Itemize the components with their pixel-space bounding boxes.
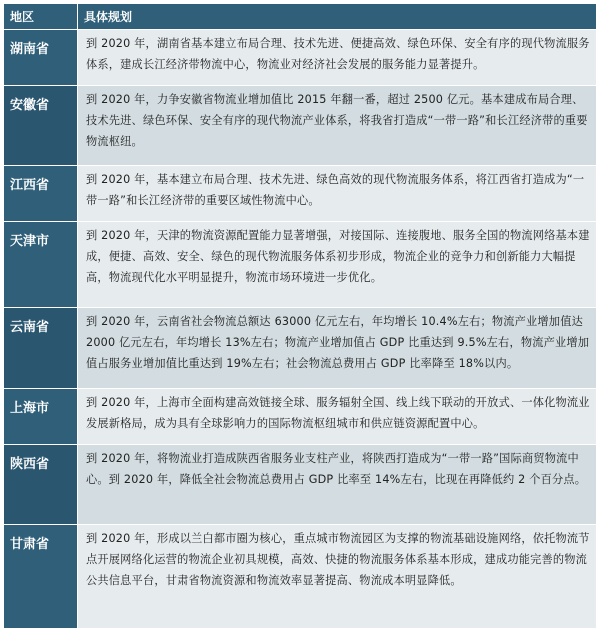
plan-cell: 到 2020 年，湖南省基本建立布局合理、技术先进、便捷高效、绿色环保、安全有序的现代物流服务体系，建成长江经济带物流中心，物流业对经济社会发展的服务能力显著提升。	[78, 30, 597, 86]
header-region: 地区	[4, 4, 78, 30]
table-row	[4, 524, 597, 628]
region-cell: 上海市	[4, 388, 78, 444]
logistics-plan-table	[3, 3, 597, 629]
plan-cell: 到 2020 年，将物流业打造成陕西省服务业支柱产业，将陕西打造成为“一带一路”国际商贸物流中心。到 2020 年，降低全社会物流总费用占 GDP 比率至 14%左右，比现在再降低约 2 个百分点。	[78, 445, 597, 524]
region-cell: 云南省	[4, 307, 78, 388]
table-row	[4, 30, 597, 86]
table-row	[4, 307, 597, 388]
plan-cell: 到 2020 年，天津的物流资源配置能力显著增强，对接国际、连接腹地、服务全国的物流网络基本建成，便捷、高效、安全、绿色的现代物流服务体系初步形成，物流企业的竞争力和创新能力大幅提高，物流现代化水平明显提升，物流市场环境进一步优化。	[78, 222, 597, 308]
region-cell: 江西省	[4, 165, 78, 221]
table-row	[4, 165, 597, 221]
header-plan: 具体规划	[78, 4, 597, 30]
plan-cell: 到 2020 年，力争安徽省物流业增加值比 2015 年翻一番，超过 2500 亿元。基本建成布局合理、技术先进、绿色环保、安全有序的现代物流产业体系，将我省打造成“一带一路”和长江经济带的重要物流枢纽。	[78, 86, 597, 165]
region-cell: 陕西省	[4, 445, 78, 524]
table-row	[4, 388, 597, 444]
table-row	[4, 222, 597, 308]
region-cell: 甘肃省	[4, 524, 78, 628]
region-cell: 天津市	[4, 222, 78, 308]
plan-cell: 到 2020 年，基本建立布局合理、技术先进、绿色高效的现代物流服务体系，将江西省打造成为“一带一路”和长江经济带的重要区域性物流中心。	[78, 165, 597, 221]
plan-cell: 到 2020 年，云南省社会物流总额达 63000 亿元左右，年均增长 10.4%左右；物流产业增加值达 2000 亿元左右，年均增长 13%左右；物流产业增加值占 GDP 比重达到 9.5%左右，物流产业增加值占服务业增加值比重达到 19%左右；社会物流总费用占 GDP 比率降至 18%以内。	[78, 307, 597, 388]
table-header-row	[4, 4, 597, 30]
region-cell: 湖南省	[4, 30, 78, 86]
table-row	[4, 445, 597, 524]
table-row	[4, 86, 597, 165]
plan-cell: 到 2020 年，上海市全面构建高效链接全球、服务辐射全国、线上线下联动的开放式、一体化物流业发展新格局，成为具有全球影响力的国际物流枢纽城市和供应链资源配置中心。	[78, 388, 597, 444]
region-cell: 安徽省	[4, 86, 78, 165]
plan-cell: 到 2020 年，形成以兰白都市圈为核心，重点城市物流园区为支撑的物流基础设施网络，依托物流节点开展网络化运营的物流企业初具规模，高效、快捷的物流服务体系基本形成，建成功能完善的物流公共信息平台，甘肃省物流资源和物流效率显著提高、物流成本明显降低。	[78, 524, 597, 628]
